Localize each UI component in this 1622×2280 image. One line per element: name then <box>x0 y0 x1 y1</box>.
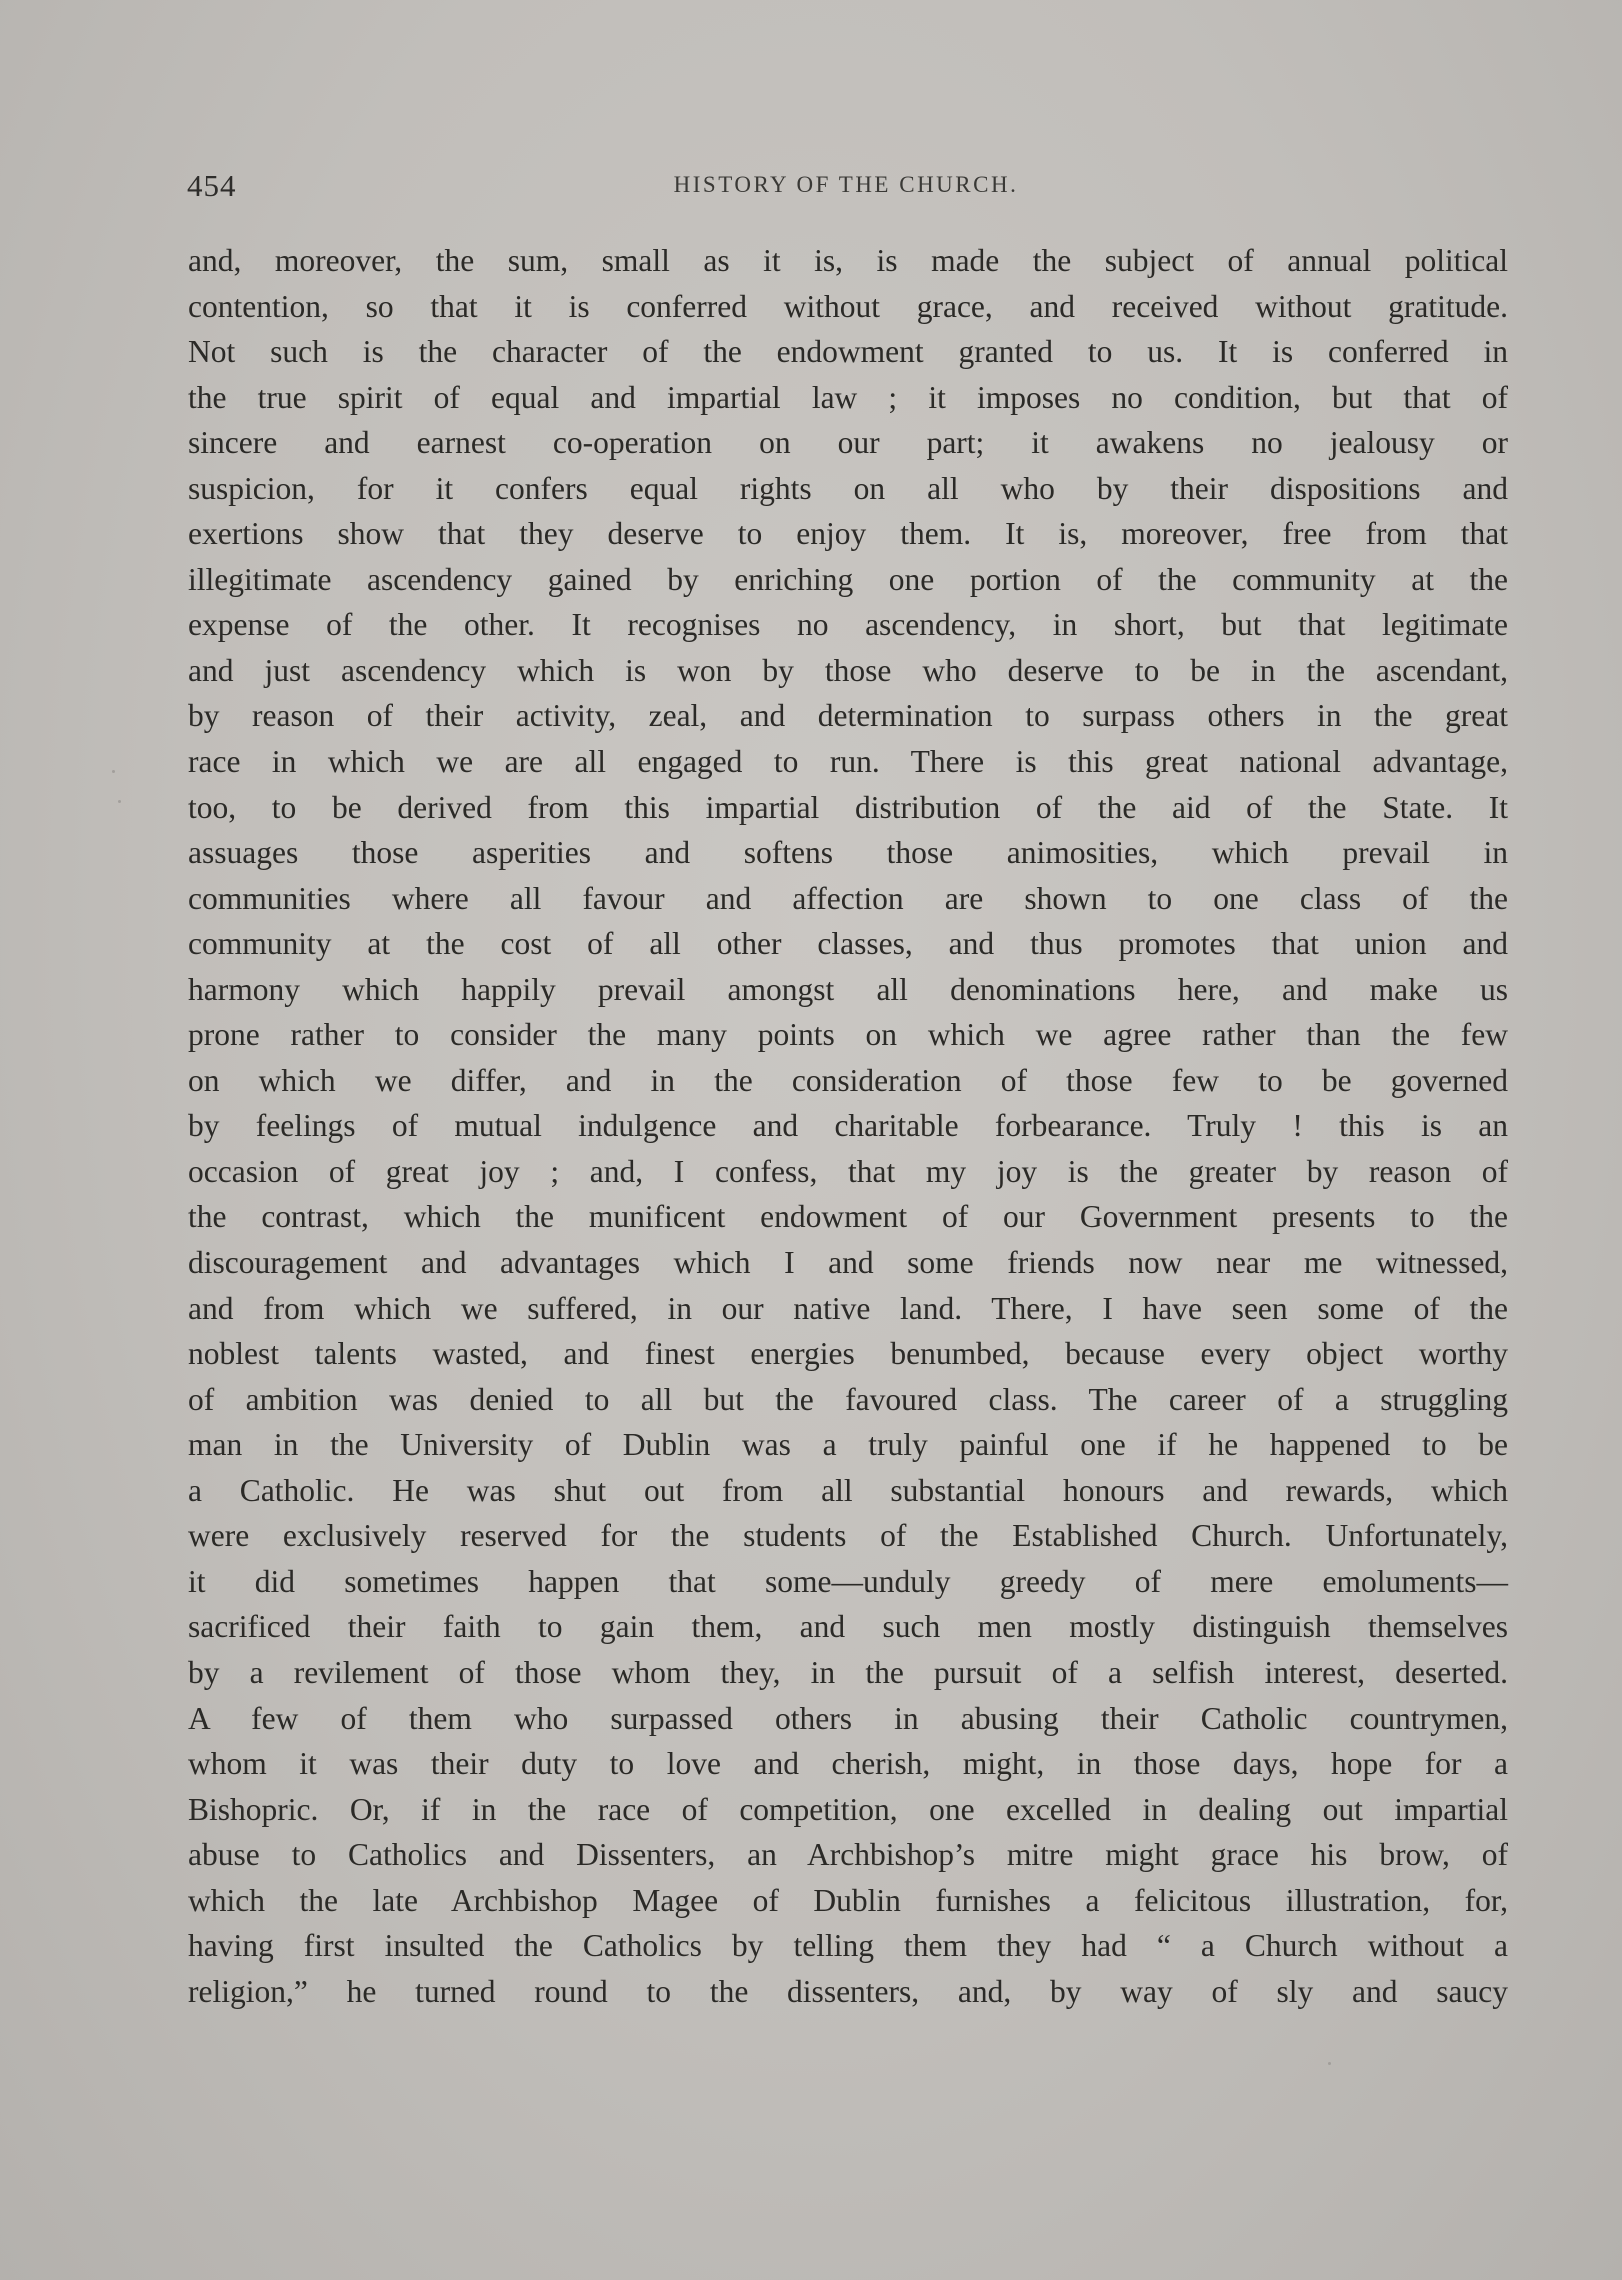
text-line: community at the cost of all other classes, and thus promotes that union and <box>188 926 1508 962</box>
text-line: by a revilement of those whom they, in the pursuit of a selfish interest, deserted. <box>188 1654 1508 1690</box>
text-line: sincere and earnest co-operation on our part; it awakens no jealousy or <box>188 425 1508 461</box>
text-line: religion,” he turned round to the dissenters, and, by way of sly and saucy <box>188 1973 1508 2009</box>
text-line: on which we differ, and in the consideration of those few to be governed <box>188 1062 1508 1098</box>
text-line: occasion of great joy ; and, I confess, that my joy is the greater by reason of <box>188 1153 1508 1189</box>
paper-speck <box>118 800 121 803</box>
text-line: which the late Archbishop Magee of Dublin furnishes a felicitous illustration, for, <box>188 1882 1508 1918</box>
paper-speck <box>112 770 115 773</box>
text-line: discouragement and advantages which I and some friends now near me witnessed, <box>188 1245 1508 1281</box>
text-line: whom it was their duty to love and cherish, might, in those days, hope for a <box>188 1746 1508 1782</box>
text-line: by feelings of mutual indulgence and charitable forbearance. Truly ! this is an <box>188 1108 1508 1144</box>
text-line: were exclusively reserved for the students of the Established Church. Unfortunately, <box>188 1518 1508 1554</box>
text-line: and from which we suffered, in our native land. There, I have seen some of the <box>188 1290 1508 1326</box>
text-line: a Catholic. He was shut out from all substantial honours and rewards, which <box>188 1472 1508 1508</box>
text-line: Bishopric. Or, if in the race of competition, one excelled in dealing out impartial <box>188 1791 1508 1827</box>
text-line: and just ascendency which is won by those who deserve to be in the ascendant, <box>188 652 1508 688</box>
running-head: HISTORY OF THE CHURCH. <box>673 172 1019 197</box>
text-line: of ambition was denied to all but the favoured class. The career of a struggling <box>188 1381 1508 1417</box>
page-header <box>187 168 1505 208</box>
text-line: it did sometimes happen that some—unduly greedy of mere emoluments— <box>188 1563 1508 1599</box>
text-line: contention, so that it is conferred without grace, and received without gratitude. <box>188 288 1508 324</box>
text-line: Not such is the character of the endowment granted to us. It is conferred in <box>188 334 1508 370</box>
paper-speck <box>1328 2062 1331 2065</box>
text-line: noblest talents wasted, and finest energies benumbed, because every object worthy <box>188 1336 1508 1372</box>
text-line: prone rather to consider the many points on which we agree rather than the few <box>188 1017 1508 1053</box>
text-line: race in which we are all engaged to run. There is this great national advantage, <box>188 744 1508 780</box>
text-line: harmony which happily prevail amongst all denominations here, and make us <box>188 971 1508 1007</box>
page-number: 454 <box>187 168 237 203</box>
text-line: by reason of their activity, zeal, and determination to surpass others in the great <box>188 698 1508 734</box>
text-line: abuse to Catholics and Dissenters, an Archbishop’s mitre might grace his brow, of <box>188 1837 1508 1873</box>
body-text <box>188 238 1508 2014</box>
text-line: too, to be derived from this impartial distribution of the aid of the State. It <box>188 789 1508 825</box>
text-line: assuages those asperities and softens those animosities, which prevail in <box>188 835 1508 871</box>
text-line: exertions show that they deserve to enjoy them. It is, moreover, free from that <box>188 516 1508 552</box>
text-line: expense of the other. It recognises no ascendency, in short, but that legitimate <box>188 607 1508 643</box>
text-line: the contrast, which the munificent endowment of our Government presents to the <box>188 1199 1508 1235</box>
text-line: suspicion, for it confers equal rights on all who by their dispositions and <box>188 470 1508 506</box>
text-line: the true spirit of equal and impartial law ; it imposes no condition, but that of <box>188 379 1508 415</box>
text-line: communities where all favour and affection are shown to one class of the <box>188 880 1508 916</box>
text-line: having first insulted the Catholics by telling them they had “ a Church without a <box>188 1928 1508 1964</box>
text-line: A few of them who surpassed others in abusing their Catholic countrymen, <box>188 1700 1508 1736</box>
text-line: man in the University of Dublin was a truly painful one if he happened to be <box>188 1427 1508 1463</box>
text-line: and, moreover, the sum, small as it is, is made the subject of annual political <box>188 243 1508 278</box>
text-line: illegitimate ascendency gained by enriching one portion of the community at the <box>188 561 1508 597</box>
text-line: sacrificed their faith to gain them, and such men mostly distinguish themselves <box>188 1609 1508 1645</box>
